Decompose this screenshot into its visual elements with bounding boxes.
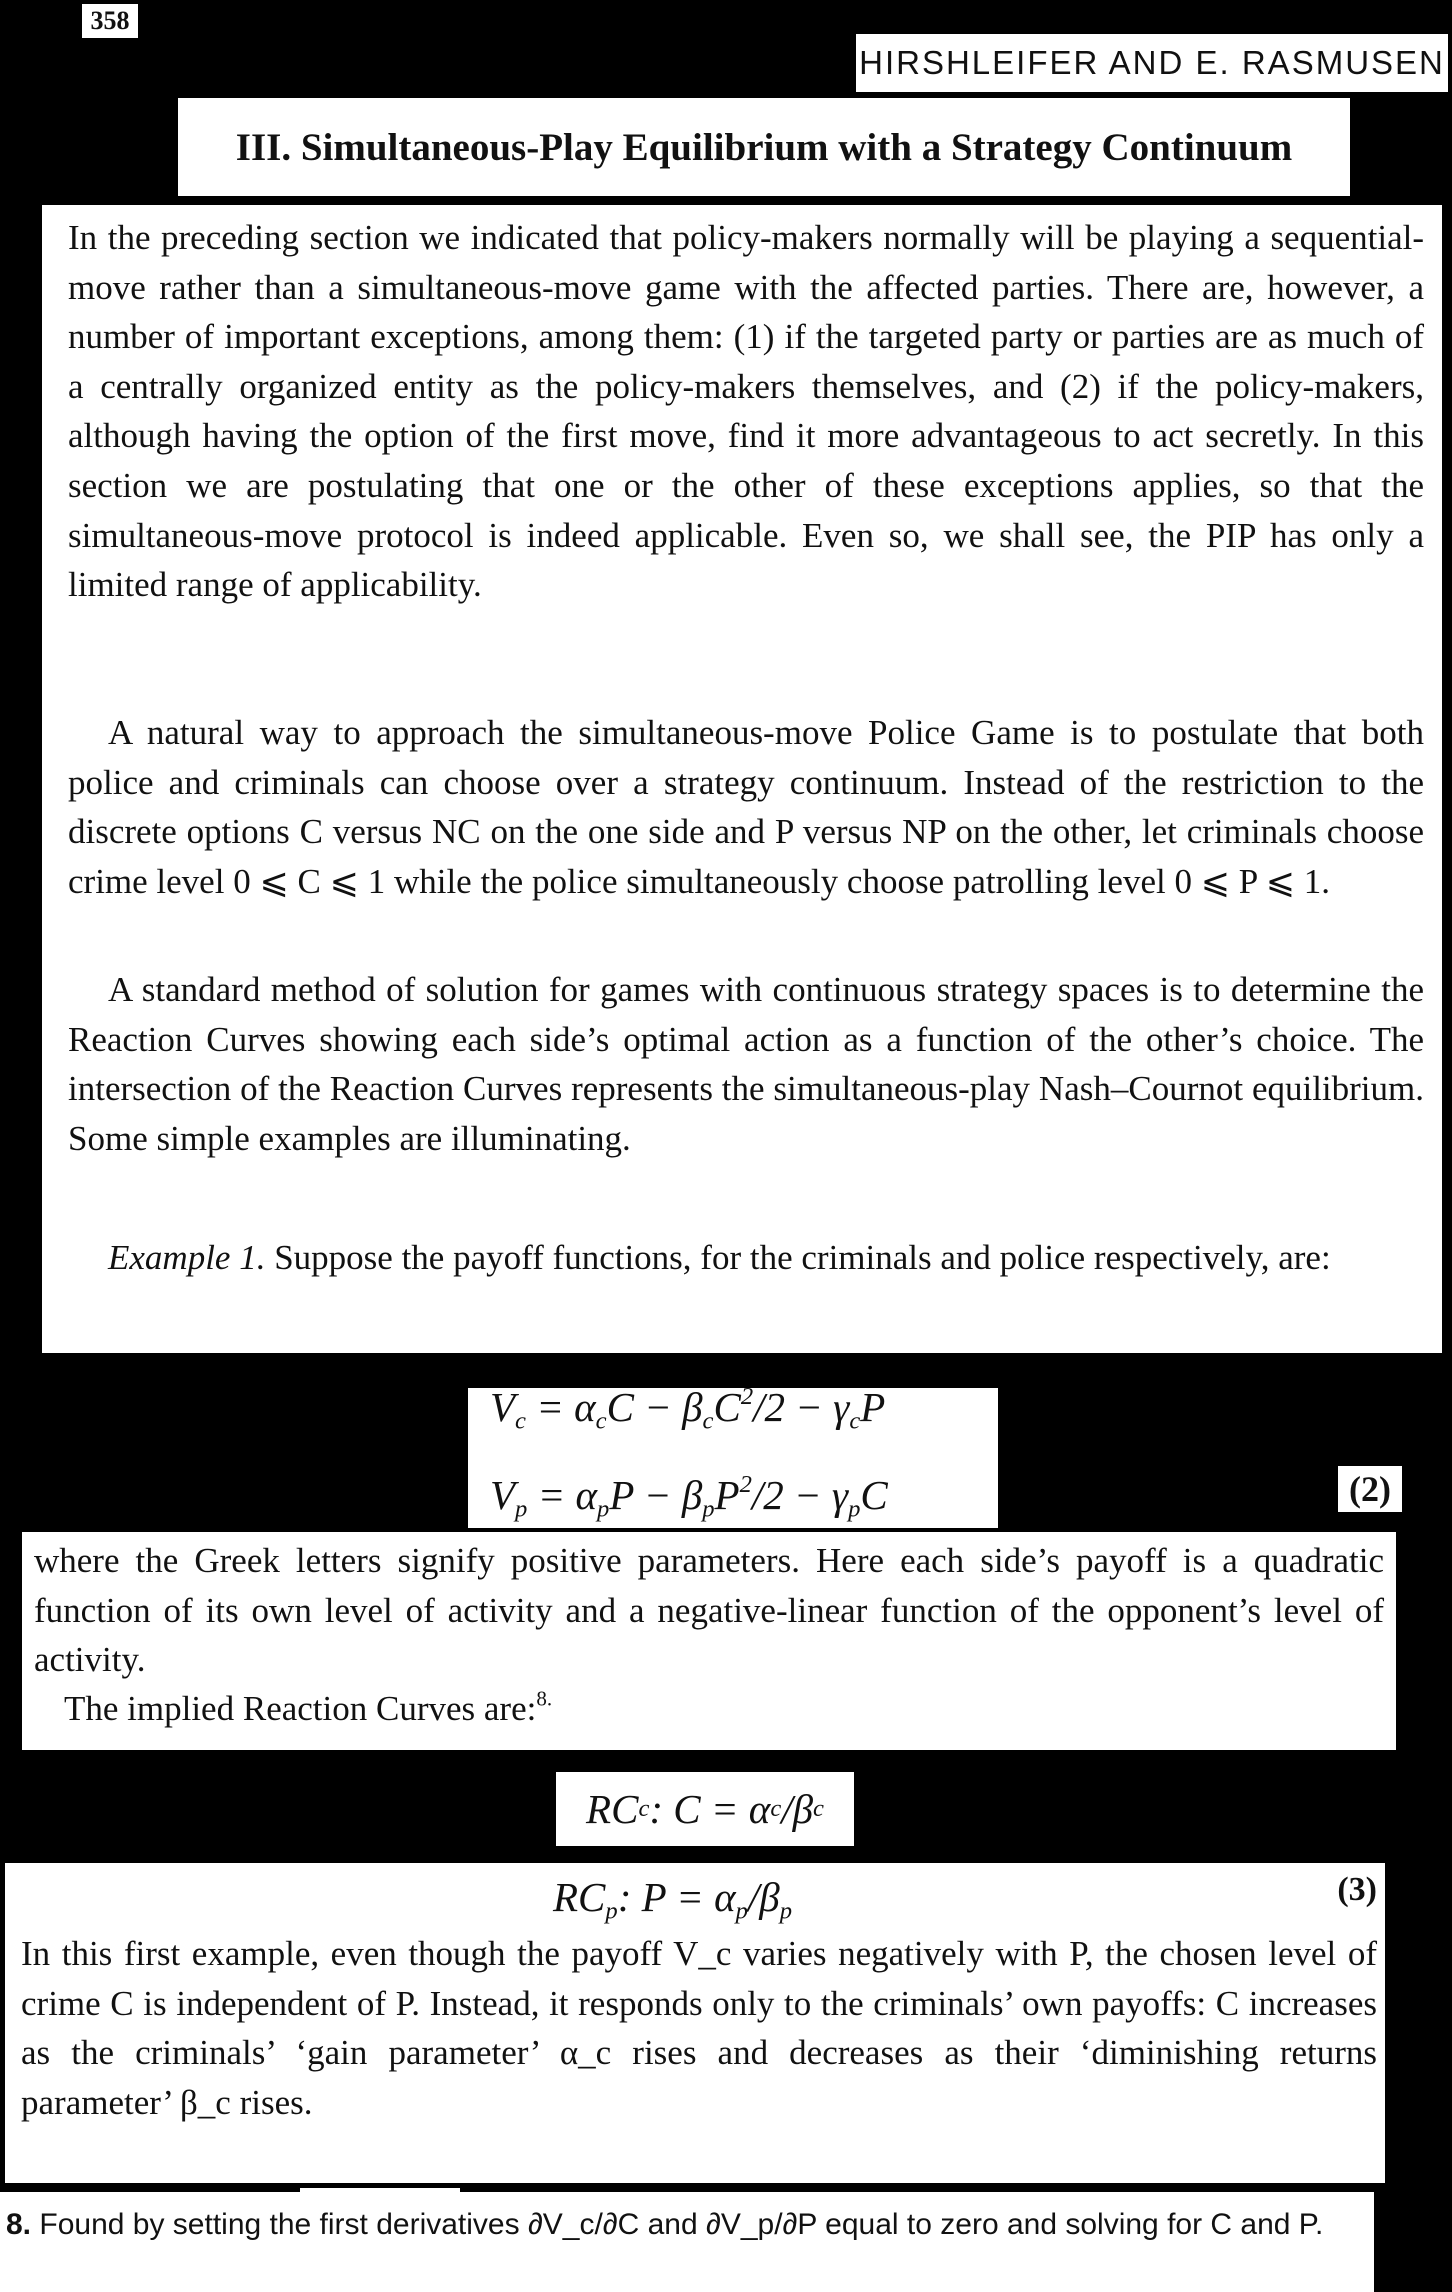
paragraph-greek-letters: where the Greek letters signify positive parameters. Here each side’s payoff is a quadratic function of its own level of activity and a negative-linear function of the opponent’s level of activity. bbox=[34, 1541, 1384, 1680]
paragraph-intro: In the preceding section we indicated that policy-makers normally will be playing a sequential-move rather than a simultaneous-move game with the affected parties. There are, however, a number of important exceptions, among them: (1) if the targeted party or parties are as much of a centrally organized entity as the policy-makers themselves, and (2) if the policy-makers, although having the option of the first move, find it more advantageous to act secretly. In this section we are postulating that one or the other of these exceptions applies, so that the simultaneous-move protocol is indeed applicable. Even so, we shall see, the PIP has only a limited range of applicability. bbox=[68, 218, 1424, 605]
footnote-text-line bbox=[6, 2204, 1366, 2246]
equation-criminals-payoff: $V_c = \alpha_cC - \beta_cC^2/2 - \gamma_cP$ bbox=[490, 1382, 886, 1434]
paragraph-first-example: In this first example, even though the payoff V_c varies negatively with P, the chosen level of crime C is independent of P. Instead, it responds only to the criminals’ own payoffs: C increases as the criminals’ ‘gain parameter’ α_c rises and decreases as their ‘diminishing returns parameter’ β_c rises. bbox=[21, 1934, 1377, 2122]
implied-curves-text: The implied Reaction Curves are: bbox=[64, 1689, 537, 1728]
equation-payoffs bbox=[468, 1382, 998, 1528]
equation-reaction-curve-criminals: RC c : C = α c /β c bbox=[556, 1772, 854, 1846]
equation-police-payoff: $V_p = \alpha_pP - \beta_pP^2/2 - \gamma_pC$ bbox=[490, 1470, 888, 1523]
body-text-block bbox=[42, 205, 1442, 1353]
footnote-number: 8. bbox=[6, 2208, 32, 2241]
equation-number-3: (3) bbox=[1337, 1871, 1377, 1908]
paragraph-implied-curves bbox=[34, 1684, 1384, 1734]
section-title: III. Simultaneous-Play Equilibrium with a Strategy Continuum bbox=[178, 98, 1350, 196]
example-label: Example 1. bbox=[108, 1238, 266, 1277]
example-text: Suppose the payoff functions, for the criminals and police respectively, are: bbox=[274, 1238, 1331, 1277]
paragraph-reaction-curves: A standard method of solution for games with continuous strategy spaces is to determine the Reaction Curves showing each side’s optimal action as a function of the other’s choice. The intersection of the Reaction Curves represents the simultaneous-play Nash–Cournot equilibrium. Some simple examples are illuminating. bbox=[68, 970, 1424, 1158]
middle-text-block bbox=[22, 1532, 1396, 1750]
footnote-marker: 8. bbox=[536, 1686, 553, 1711]
footnote-text: Found by setting the first derivatives ∂V_c/∂C and ∂V_p/∂P equal to zero and solving for C and P. bbox=[39, 2208, 1324, 2241]
paragraph-example-1 bbox=[68, 1233, 1424, 1283]
paragraph-strategy-continuum: A natural way to approach the simultaneous-move Police Game is to postulate that both police and criminals can choose over a strategy continuum. Instead of the restriction to the discrete options C versus NC on the one side and P versus NP on the other, let criminals choose crime level 0 ⩽ C ⩽ 1 while the police simultaneously choose patrolling level 0 ⩽ P ⩽ 1. bbox=[68, 713, 1424, 901]
equation-reaction-curve-police: $RC_p$: $P = \alpha_p/\beta_p$ bbox=[553, 1874, 793, 1925]
lower-text-block bbox=[5, 1863, 1385, 2183]
page-number: 358 bbox=[82, 4, 138, 38]
footnote bbox=[0, 2192, 1374, 2292]
running-head: HIRSHLEIFER AND E. RASMUSEN bbox=[856, 34, 1448, 92]
equation-number-2: (2) bbox=[1338, 1466, 1402, 1512]
